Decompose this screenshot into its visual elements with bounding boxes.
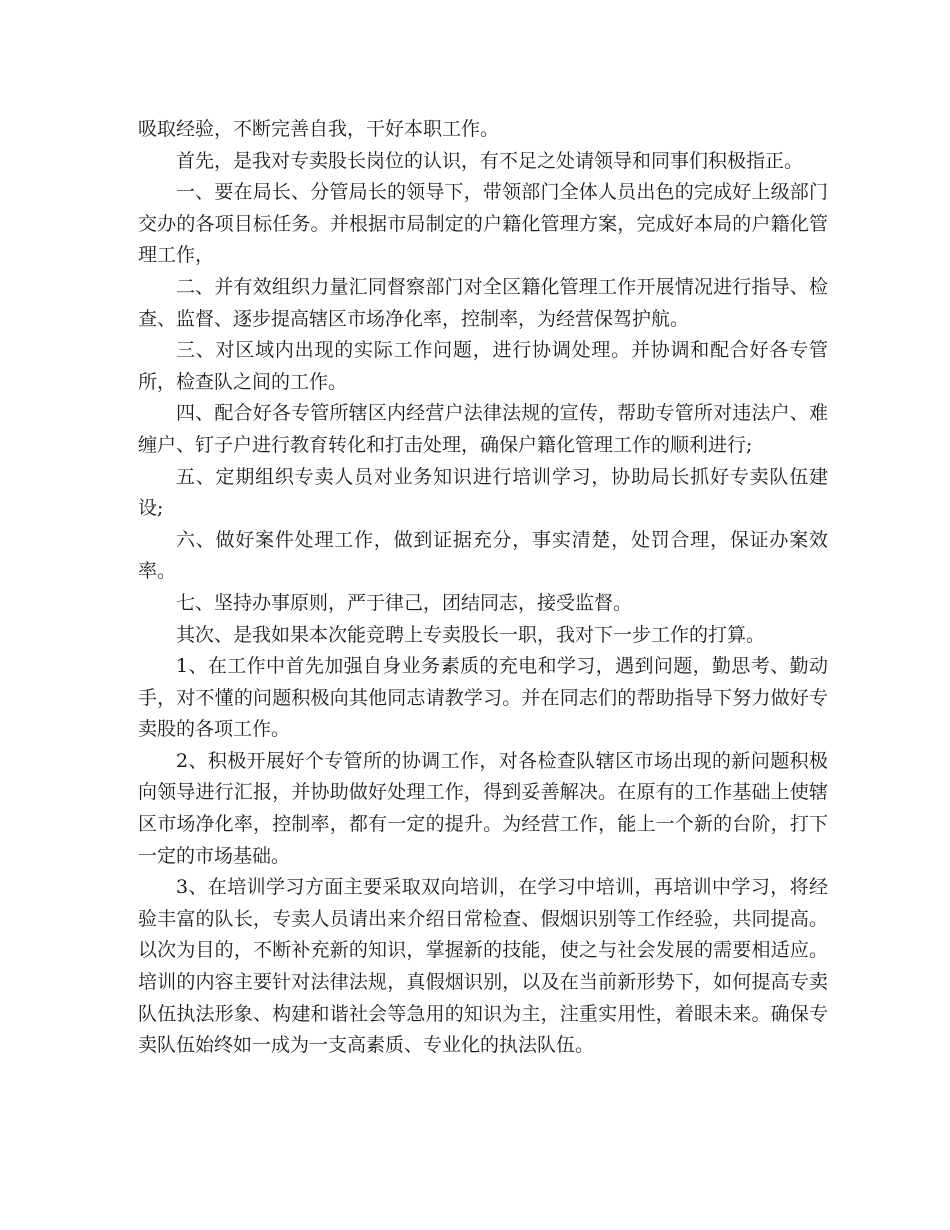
paragraph: 三、对区域内出现的实际工作问题，进行协调处理。并协调和配合好各专管所，检查队之间的工作。 xyxy=(138,339,828,393)
paragraph: 五、定期组织专卖人员对业务知识进行培训学习，协助局长抓好专卖队伍建设; xyxy=(138,465,828,520)
paragraph: 首先，是我对专卖股长岗位的认识，有不足之处请领导和同事们积极指正。 xyxy=(176,149,804,172)
paragraph: 四、配合好各专管所辖区内经营户法律法规的宣传，帮助专管所对违法户、难缠户、钉子户进行教育转化和打击处理，确保户籍化管理工作的顺利进行; xyxy=(138,402,828,456)
paragraph: 3、在培训学习方面主要采取双向培训，在学习中培训，再培训中学习，将经验丰富的队长，专卖人员请出来介绍日常检查、假烟识别等工作经验，共同提高。以次为目的，不断补充新的知识，掌握新的技能，使之与社会发展的需要相适应。培训的内容主要针对法律法规，真假烟识别，以及在当前新形势下，如何提高专卖队伍执法形象、构建和谐社会等急用的知识为主，注重实用性，着眼未来。确保专卖队伍始终如一成为一支高素质、专业化的执法队伍。 xyxy=(138,876,828,1057)
paragraph: 吸取经验，不断完善自我，干好本职工作。 xyxy=(138,118,500,140)
paragraph: 七、坚持办事原则，严于律己，团结同志，接受监督。 xyxy=(176,591,633,614)
paragraph: 2、积极开展好个专管所的协调工作，对各检查队辖区市场出现的新问题积极向领导进行汇报，并协助做好处理工作，得到妥善解决。在原有的工作基础上使辖区市场净化率，控制率，都有一定的提升。为经营工作，能上一个新的台阶，打下一定的市场基础。 xyxy=(138,749,828,867)
paragraph: 六、做好案件处理工作，做到证据充分，事实清楚，处罚合理，保证办案效率。 xyxy=(138,528,828,583)
document-body xyxy=(138,114,828,1062)
paragraph: 1、在工作中首先加强自身业务素质的充电和学习，遇到问题，勤思考、勤动手，对不懂的问题积极向其他同志请教学习。并在同志们的帮助指导下努力做好专卖股的各项工作。 xyxy=(138,655,828,741)
paragraph: 一、要在局长、分管局长的领导下，带领部门全体人员出色的完成好上级部门交办的各项目标任务。并根据市局制定的户籍化管理方案，完成好本局的户籍化管理工作， xyxy=(138,181,828,267)
paragraph: 二、并有效组织力量汇同督察部门对全区籍化管理工作开展情况进行指导、检查、监督、逐步提高辖区市场净化率，控制率，为经营保驾护航。 xyxy=(138,275,828,330)
paragraph: 其次、是我如果本次能竞聘上专卖股长一职，我对下一步工作的打算。 xyxy=(176,623,766,646)
